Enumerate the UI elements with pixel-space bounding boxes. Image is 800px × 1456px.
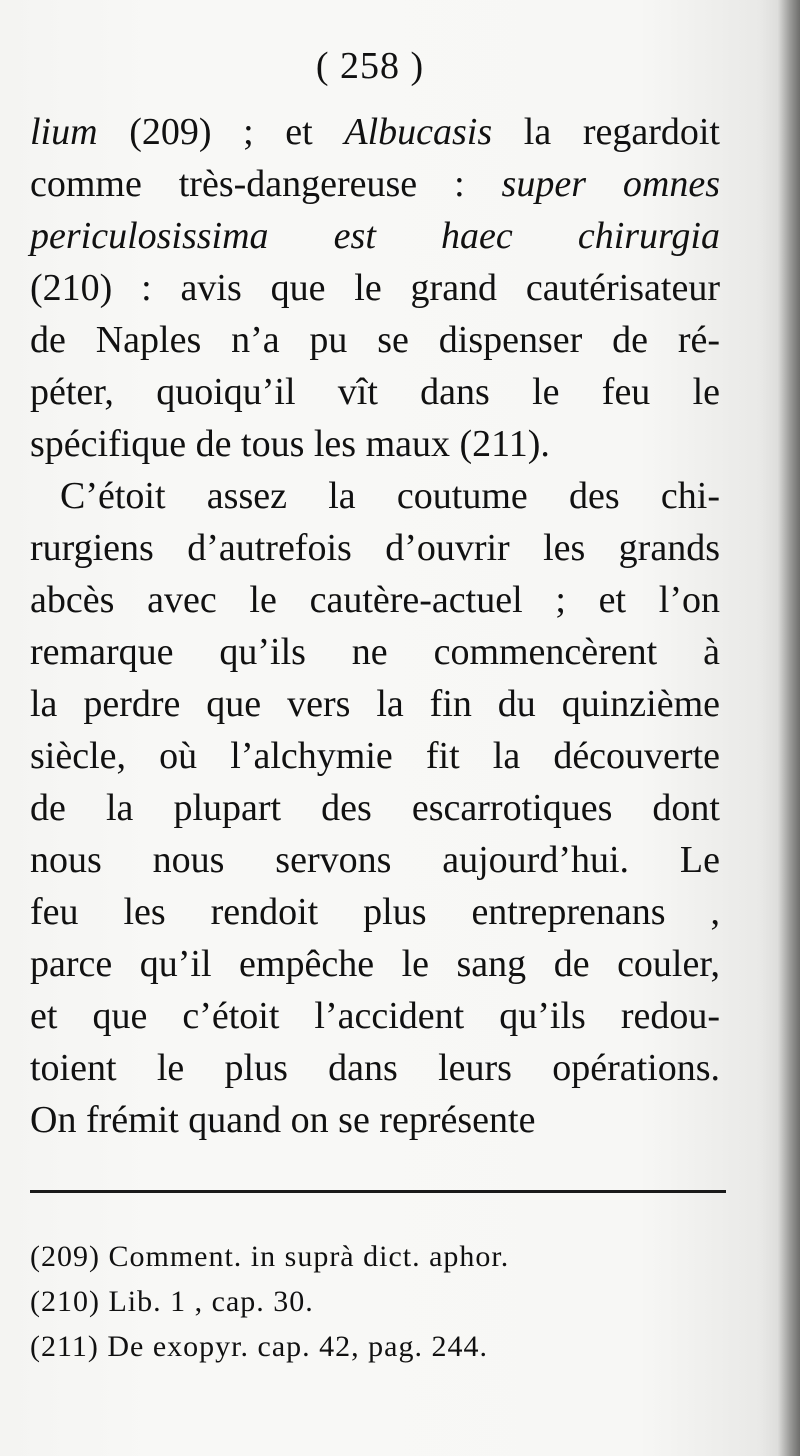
footnotes [30,1234,730,1369]
footnote-rule [30,1190,726,1193]
text-line [30,262,720,314]
text-run: C’étoit assez la coutume des chi- [60,475,720,517]
text-run: (210) : avis que le grand cautérisateur [30,267,720,309]
italic-text: super omnes [501,163,720,205]
footnote-211: (211) De exopyr. cap. 42, pag. 244. [30,1330,488,1363]
text-run: et que c’étoit l’accident qu’ils redou- [30,995,720,1037]
text-line [30,938,720,990]
text-run: comme très-dangereuse : [30,163,502,205]
text-line [30,314,720,366]
text-line [30,106,720,158]
text-line [30,678,720,730]
text-run: feu les rendoit plus entreprenans , [30,891,720,933]
body-text [30,106,720,1146]
text-line [30,522,720,574]
text-line [30,1094,720,1146]
text-line [30,1042,720,1094]
page-edge-shadow [778,0,800,1456]
text-run: abcès avec le cautère-actuel ; et l’on [30,579,720,621]
text-line [30,470,720,522]
text-run: de Naples n’a pu se dispenser de ré- [30,319,720,361]
text-line [30,730,720,782]
footnote-210: (210) Lib. 1 , cap. 30. [30,1285,314,1318]
text-line [30,418,720,470]
text-run: (209) ; et [97,111,345,153]
text-run: la regardoit [492,111,720,153]
page-number: ( 258 ) [315,45,425,87]
text-run: la perdre que vers la fin du quinzième [30,683,720,725]
text-line [30,782,720,834]
text-line [30,158,720,210]
text-run: spécifique de tous les maux (211). [30,423,550,465]
text-run: toient le plus dans leurs opérations. [30,1047,720,1089]
text-run: siècle, où l’alchymie fit la découverte [30,735,720,777]
text-run: de la plupart des escarrotiques dont [30,787,720,829]
text-run: nous nous servons aujourd’hui. Le [30,839,720,881]
text-run: péter, quoiqu’il vît dans le feu le [30,371,720,413]
text-line [30,626,720,678]
text-line [30,366,720,418]
text-line [30,886,720,938]
text-line [30,990,720,1042]
italic-text: lium [30,111,98,153]
text-run: parce qu’il empêche le sang de couler, [30,943,720,985]
italic-text: Albucasis [344,111,493,153]
text-line [30,834,720,886]
text-line [30,210,720,262]
footnote-209: (209) Comment. in suprà dict. aphor. [30,1240,510,1273]
text-run: remarque qu’ils ne commencèrent à [30,631,720,673]
text-run: rurgiens d’autrefois d’ouvrir les grands [30,527,720,569]
italic-text: periculosissima est haec chirurgia [30,215,720,257]
text-line [30,574,720,626]
text-run: On frémit quand on se représente [30,1099,536,1141]
